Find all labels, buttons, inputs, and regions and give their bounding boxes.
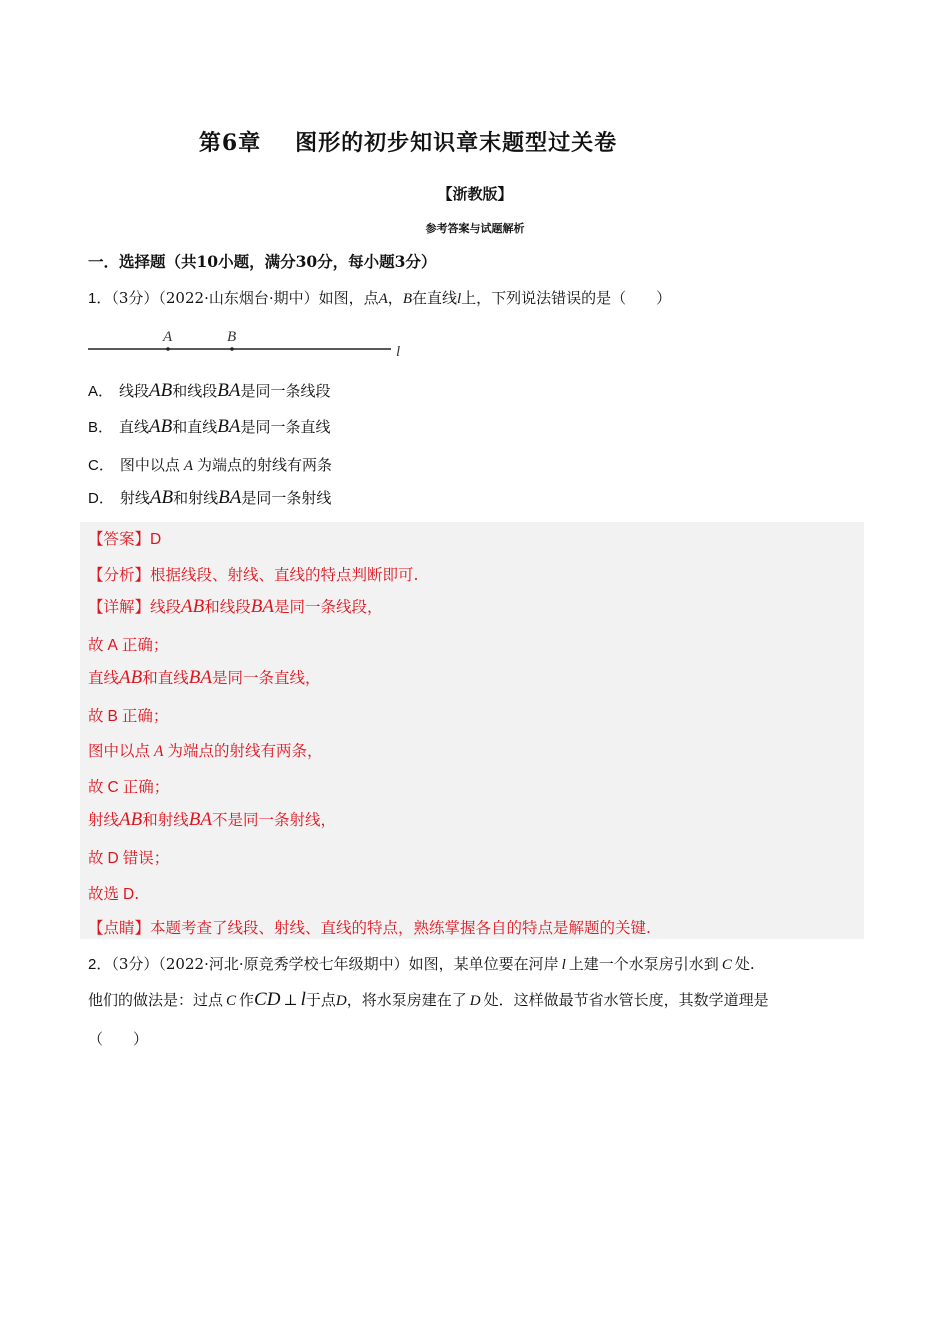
subtitle: 参考答案与试题解析 [425, 222, 525, 235]
detail-line-6: 故 C 正确； [88, 778, 170, 796]
option-b: B． 直线AB和直线BA是同一条直线 [88, 416, 331, 437]
answer-value: D [150, 531, 162, 548]
option-d: D． 射线AB和射线BA是同一条射线 [88, 487, 332, 508]
analysis-line: 【分析】根据线段、射线、直线的特点判断即可. [88, 566, 419, 584]
detail-line-8: 故 D 错误； [88, 849, 170, 867]
question-score: （3分） [111, 289, 159, 307]
question-number: 1． [88, 290, 112, 307]
detail-line-7: 射线AB和射线BA不是同一条射线， [88, 809, 336, 830]
line-figure [86, 322, 416, 362]
detail-line-9: 故选 D. [88, 885, 140, 903]
section-heading: 一．选择题（共10小题，满分30分，每小题3分） [88, 252, 437, 271]
point-b-label: B [227, 329, 237, 345]
detail-line-2: 故 A 正确； [88, 636, 169, 654]
comment-line: 【点睛】本题考查了线段、射线、直线的特点，熟练掌握各自的特点是解题的关键. [88, 919, 651, 937]
question-source: （2022·河北·原竞秀学校七年级期中） [158, 955, 409, 973]
chapter-number: 第6章 [198, 130, 262, 156]
detail-line-3: 直线AB和直线BA是同一条直线， [88, 667, 321, 688]
detail-line-5: 图中以点 A 为端点的射线有两条， [88, 742, 323, 760]
line-l-label: l [396, 344, 401, 360]
option-a: A． 线段AB和线段BA是同一条线段 [88, 380, 331, 401]
option-c: C． 图中以点 A 为端点的射线有两条 [88, 456, 333, 474]
question-2-line-3: （ ） [88, 1030, 149, 1048]
question-2-line-2: 他们的做法是：过点 C 作CD ⊥ l于点D，将水泵房建在了 D 处．这样做最节省水管长度，其数学道理是 [88, 989, 769, 1010]
point-b [230, 347, 234, 351]
question-1-stem: 1．（3分）（2022·山东烟台·期中）如图，点A，B在直线l上，下列说法错误的是（ ） [88, 289, 672, 307]
answer-label: 【答案】 [88, 530, 151, 548]
detail-line-1: 【详解】线段AB和线段BA是同一条线段， [88, 596, 383, 617]
chapter-name: 图形的初步知识章末题型过关卷 [295, 130, 618, 156]
detail-label: 【详解】 [88, 598, 151, 616]
page-title [0, 126, 816, 157]
point-a [166, 347, 170, 351]
question-2-line-1: 2．（3分）（2022·河北·原竞秀学校七年级期中）如图，某单位要在河岸 l 上建一个水泵房引水到 C 处. [88, 955, 755, 973]
analysis-label: 【分析】 [88, 566, 151, 584]
question-source: （2022·山东烟台·期中） [158, 289, 319, 307]
answer-line [88, 527, 161, 549]
comment-label: 【点睛】 [88, 919, 151, 937]
question-score: （3分） [111, 955, 159, 973]
point-a-label: A [163, 329, 173, 345]
question-number: 2． [88, 956, 112, 973]
detail-line-4: 故 B 正确； [88, 707, 169, 725]
edition-label: 【浙教版】 [437, 185, 513, 203]
